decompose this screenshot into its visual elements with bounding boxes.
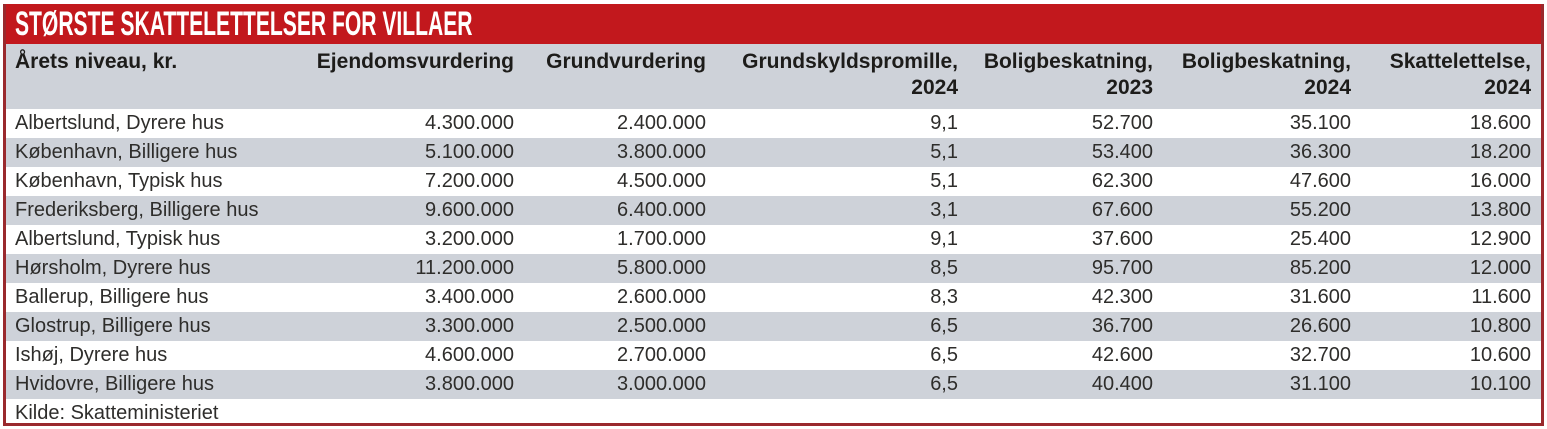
value-cell: 18.200: [1469, 141, 1531, 163]
value-cell: 53.400: [1091, 141, 1153, 163]
column-header: [6, 44, 291, 109]
value-cell: 6,5: [930, 344, 958, 366]
value-cell: 11.200.000: [415, 257, 514, 279]
column-header: [968, 44, 1163, 109]
row-label-cell: Hørsholm, Dyrere hus: [15, 257, 211, 279]
table-row: [6, 341, 1541, 370]
column-header: [716, 44, 968, 109]
value-cell: 9,1: [930, 228, 958, 250]
value-cell: 2.500.000: [617, 315, 706, 337]
column-header-year: 2024: [1304, 76, 1351, 99]
source-row: [6, 399, 1541, 426]
value-cell: 7.200.000: [425, 170, 514, 192]
table-frame: [3, 4, 1544, 426]
column-header-label: Grundskyldspromille,: [742, 50, 958, 73]
value-cell: 3.300.000: [425, 315, 514, 337]
value-cell: 32.700: [1289, 344, 1351, 366]
value-cell: 40.400: [1091, 373, 1153, 395]
title-bar: [6, 4, 1541, 44]
value-cell: 12.000: [1469, 257, 1531, 279]
value-cell: 25.400: [1289, 228, 1351, 250]
value-cell: 35.100: [1289, 112, 1351, 134]
value-cell: 67.600: [1091, 199, 1153, 221]
value-cell: 5.100.000: [425, 141, 514, 163]
column-header-label: Årets niveau, kr.: [15, 50, 178, 73]
value-cell: 8,5: [930, 257, 958, 279]
value-cell: 52.700: [1091, 112, 1153, 134]
value-cell: 2.400.000: [617, 112, 706, 134]
value-cell: 8,3: [930, 286, 958, 308]
value-cell: 5.800.000: [617, 257, 706, 279]
value-cell: 26.600: [1289, 315, 1351, 337]
value-cell: 3.800.000: [425, 373, 514, 395]
source-note: Kilde: Skatteministeriet: [6, 399, 1541, 426]
value-cell: 6.400.000: [617, 199, 706, 221]
column-header: [291, 44, 524, 109]
column-header-label: Skattelettelse,: [1389, 50, 1531, 73]
row-label-cell: Albertslund, Dyrere hus: [15, 112, 224, 134]
header-row: [6, 44, 1541, 109]
value-cell: 42.600: [1091, 344, 1153, 366]
value-cell: 10.800: [1469, 315, 1531, 337]
value-cell: 4.500.000: [617, 170, 706, 192]
value-cell: 85.200: [1289, 257, 1351, 279]
column-header: [1361, 44, 1541, 109]
value-cell: 95.700: [1091, 257, 1153, 279]
table-row: [6, 109, 1541, 138]
column-header-year: 2023: [1106, 76, 1153, 99]
value-cell: 3.200.000: [425, 228, 514, 250]
table-row: [6, 196, 1541, 225]
table-body: [6, 109, 1541, 399]
row-label-cell: Glostrup, Billigere hus: [15, 315, 211, 337]
value-cell: 37.600: [1091, 228, 1153, 250]
table-row: [6, 283, 1541, 312]
value-cell: 2.600.000: [617, 286, 706, 308]
value-cell: 12.900: [1469, 228, 1531, 250]
value-cell: 5,1: [930, 170, 958, 192]
value-cell: 13.800: [1469, 199, 1531, 221]
value-cell: 55.200: [1289, 199, 1351, 221]
value-cell: 42.300: [1091, 286, 1153, 308]
value-cell: 4.600.000: [425, 344, 514, 366]
column-header-year: 2024: [911, 76, 958, 99]
value-cell: 4.300.000: [425, 112, 514, 134]
value-cell: 47.600: [1289, 170, 1351, 192]
value-cell: 9,1: [930, 112, 958, 134]
row-label-cell: København, Billigere hus: [15, 141, 238, 163]
row-label-cell: Ballerup, Billigere hus: [15, 286, 209, 308]
table-row: [6, 225, 1541, 254]
value-cell: 18.600: [1469, 112, 1531, 134]
value-cell: 3.800.000: [617, 141, 706, 163]
value-cell: 9.600.000: [425, 199, 514, 221]
table-head: [6, 44, 1541, 109]
column-header: [524, 44, 716, 109]
tax-table: [6, 44, 1541, 426]
table-foot: [6, 399, 1541, 426]
column-header: [1163, 44, 1361, 109]
value-cell: 5,1: [930, 141, 958, 163]
value-cell: 6,5: [930, 315, 958, 337]
value-cell: 3,1: [930, 199, 958, 221]
value-cell: 6,5: [930, 373, 958, 395]
value-cell: 10.100: [1469, 373, 1531, 395]
table-row: [6, 370, 1541, 399]
value-cell: 1.700.000: [617, 228, 706, 250]
column-header-label: Boligbeskatning,: [983, 50, 1153, 73]
column-header-label: Ejendomsvurdering: [316, 50, 514, 73]
row-label-cell: Frederiksberg, Billigere hus: [15, 199, 259, 221]
value-cell: 31.600: [1289, 286, 1351, 308]
value-cell: 10.600: [1469, 344, 1531, 366]
column-header-label: Boligbeskatning,: [1181, 50, 1351, 73]
row-label-cell: Hvidovre, Billigere hus: [15, 373, 214, 395]
column-header-year: 2024: [1484, 76, 1531, 99]
value-cell: 2.700.000: [617, 344, 706, 366]
table-row: [6, 254, 1541, 283]
value-cell: 11.600: [1471, 286, 1531, 308]
table-row: [6, 312, 1541, 341]
row-label-cell: København, Typisk hus: [15, 170, 223, 192]
value-cell: 62.300: [1091, 170, 1153, 192]
column-header-label: Grundvurdering: [546, 50, 706, 73]
row-label-cell: Ishøj, Dyrere hus: [15, 344, 168, 366]
value-cell: 3.000.000: [617, 373, 706, 395]
value-cell: 36.700: [1091, 315, 1153, 337]
table-row: [6, 138, 1541, 167]
table-row: [6, 167, 1541, 196]
value-cell: 3.400.000: [425, 286, 514, 308]
value-cell: 36.300: [1289, 141, 1351, 163]
row-label-cell: Albertslund, Typisk hus: [15, 228, 221, 250]
page-title: STØRSTE SKATTELETTELSER FOR VILLAER: [15, 5, 473, 43]
value-cell: 31.100: [1289, 373, 1351, 395]
value-cell: 16.000: [1469, 170, 1531, 192]
